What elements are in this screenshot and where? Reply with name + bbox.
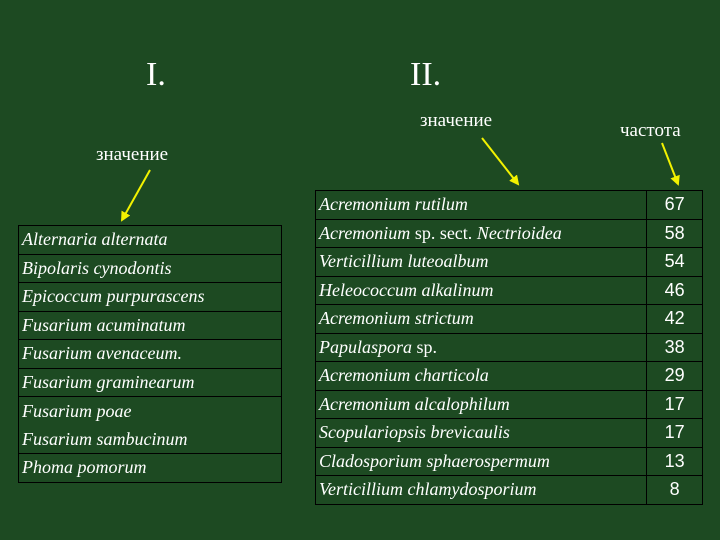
species-name: Verticillium chlamydosporium: [316, 476, 647, 505]
table-row: [316, 276, 703, 305]
table-row: [316, 248, 703, 277]
table-row: [19, 454, 282, 483]
species-name: Fusarium avenaceum.: [19, 340, 282, 369]
frequency-value: 54: [647, 248, 703, 277]
table-row: [19, 425, 282, 454]
frequency-value: 58: [647, 219, 703, 248]
table-row: [19, 397, 282, 426]
table-row: [316, 419, 703, 448]
table-group-1: [18, 225, 282, 483]
label-frequency: частота: [620, 120, 681, 141]
table-row: [19, 311, 282, 340]
species-name: Fusarium acuminatum: [19, 311, 282, 340]
table-row: [19, 254, 282, 283]
species-name: Verticillium luteoalbum: [316, 248, 647, 277]
species-name: Papulaspora sp.: [316, 333, 647, 362]
species-name: Scopulariopsis brevicaulis: [316, 419, 647, 448]
species-name: Acremonium strictum: [316, 305, 647, 334]
table-row: [316, 390, 703, 419]
table-row: [316, 447, 703, 476]
arrow-icon: [122, 170, 150, 220]
table-row: [316, 333, 703, 362]
species-name: Heleococcum alkalinum: [316, 276, 647, 305]
table-row: [19, 340, 282, 369]
frequency-value: 17: [647, 419, 703, 448]
species-name: Epicoccum purpurascens: [19, 283, 282, 312]
frequency-value: 8: [647, 476, 703, 505]
heading-group-2: II.: [410, 56, 442, 93]
table-row: [19, 283, 282, 312]
species-name: Bipolaris cynodontis: [19, 254, 282, 283]
arrow-icon: [662, 143, 678, 184]
frequency-value: 46: [647, 276, 703, 305]
frequency-value: 67: [647, 191, 703, 220]
frequency-value: 42: [647, 305, 703, 334]
species-name: Phoma pomorum: [19, 454, 282, 483]
species-name: Alternaria alternata: [19, 226, 282, 255]
species-name: Acremonium alcalophilum: [316, 390, 647, 419]
table-row: [19, 226, 282, 255]
heading-group-1: I.: [146, 56, 166, 93]
species-name: Acremonium charticola: [316, 362, 647, 391]
table-row: [316, 219, 703, 248]
arrow-icon: [482, 138, 518, 184]
species-name: Fusarium graminearum: [19, 368, 282, 397]
species-name: Cladosporium sphaerospermum: [316, 447, 647, 476]
table-row: [316, 305, 703, 334]
frequency-value: 17: [647, 390, 703, 419]
frequency-value: 38: [647, 333, 703, 362]
frequency-value: 13: [647, 447, 703, 476]
species-name: Acremonium sp. sect. Nectrioidea: [316, 219, 647, 248]
label-value-right: значение: [420, 110, 493, 131]
table-row: [316, 191, 703, 220]
species-name: Fusarium sambucinum: [19, 425, 282, 454]
species-name: Fusarium poae: [19, 397, 282, 426]
table-group-2: [315, 190, 703, 505]
species-name: Acremonium rutilum: [316, 191, 647, 220]
table-row: [316, 362, 703, 391]
table-row: [19, 368, 282, 397]
table-row: [316, 476, 703, 505]
label-value-left: значение: [96, 144, 169, 165]
frequency-value: 29: [647, 362, 703, 391]
